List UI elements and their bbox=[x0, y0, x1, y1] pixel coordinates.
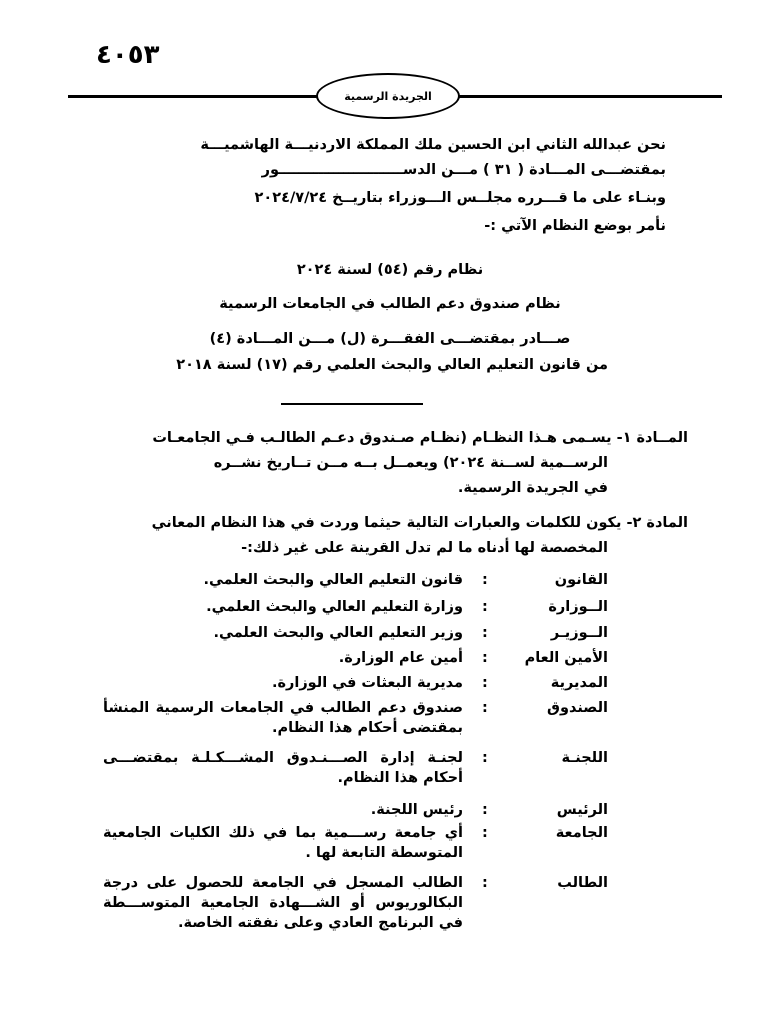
article-2-line: المادة ٢- يكون للكلمات والعبارات التالية حيثما وردت في هذا النظام المعاني bbox=[151, 515, 688, 531]
separator-rule bbox=[281, 403, 423, 405]
definition-colon: : bbox=[482, 572, 488, 588]
definition-term: الــوزيـر bbox=[550, 625, 608, 641]
preamble-line: بمقتضـــى المـــادة ( ٣١ ) مـــن الدســـــــــــــــــــــــــور bbox=[261, 162, 666, 178]
preamble-line: وبنـاء على ما قـــرره مجلــس الـــوزراء بتاريــخ ٢٠٢٤/٧/٢٤ bbox=[254, 190, 666, 206]
definition-term: اللجنـة bbox=[561, 750, 608, 766]
definition-colon: : bbox=[482, 802, 488, 818]
regulation-number: نظام رقم (٥٤) لسنة ٢٠٢٤ bbox=[296, 262, 484, 278]
definition-text: وزارة التعليم العالي والبحث العلمي. bbox=[206, 599, 463, 615]
regulation-issued-line: من قانون التعليم العالي والبحث العلمي رقم (١٧) لسنة ٢٠١٨ bbox=[176, 357, 608, 373]
regulation-issued-line: صـــادر بمقتضـــى الفقـــرة (ل) مـــن المـــادة (٤) bbox=[209, 331, 571, 347]
preamble-line: نأمر بوضع النظام الآتي :- bbox=[484, 218, 666, 234]
definition-term: القانون bbox=[554, 572, 608, 588]
article-1-line: المــادة ١- يسـمى هـذا النظـام (نظـام صـندوق دعـم الطالـب فـي الجامعـات bbox=[152, 430, 688, 446]
definition-text-wrapped: لجنـة إدارة الصـــنـدوق المشـــكـلـة بمقتضـــى أحكام هذا النظام. bbox=[103, 750, 463, 786]
definition-colon: : bbox=[482, 675, 488, 691]
definition-term: الــوزارة bbox=[548, 599, 608, 615]
definition-colon: : bbox=[482, 599, 488, 615]
definition-colon: : bbox=[482, 625, 488, 641]
definition-text: وزير التعليم العالي والبحث العلمي. bbox=[213, 625, 463, 641]
definition-colon: : bbox=[482, 875, 488, 891]
definition-term: الأمين العام bbox=[524, 650, 608, 666]
gazette-oval-label: الجريدة الرسمية bbox=[316, 73, 460, 119]
definition-term: الطالب bbox=[557, 875, 608, 891]
definition-text: مديرية البعثات في الوزارة. bbox=[271, 675, 463, 691]
article-1-line: الرســمية لســنة ٢٠٢٤) ويعمــل بــه مــن تــاريخ نشــره bbox=[213, 455, 608, 471]
preamble-line: نحن عبدالله الثاني ابن الحسين ملك المملكة الاردنيـــة الهاشميـــة bbox=[200, 137, 666, 153]
definition-term: الرئيس bbox=[556, 802, 608, 818]
article-2-line: المخصصة لها أدناه ما لم تدل القرينة على غير ذلك:- bbox=[241, 540, 608, 556]
definition-term: المديرية bbox=[550, 675, 608, 691]
page-number: ٤٠٥٣ bbox=[96, 40, 160, 70]
definition-colon: : bbox=[482, 650, 488, 666]
definition-text-wrapped: أي جامعة رســـمية بما في ذلك الكليات الجامعية المتوسطة التابعة لها . bbox=[103, 825, 463, 861]
definition-term: الجامعة bbox=[555, 825, 608, 841]
definition-text-wrapped: صندوق دعم الطالب في الجامعات الرسمية المنشأ بمقتضى أحكام هذا النظام. bbox=[103, 700, 463, 736]
definition-text: رئيس اللجنة. bbox=[370, 802, 463, 818]
definition-colon: : bbox=[482, 700, 488, 716]
definition-text: قانون التعليم العالي والبحث العلمي. bbox=[203, 572, 463, 588]
definition-text-wrapped: الطالب المسجل في الجامعة للحصول على درجة البكالوريوس أو الشـــهادة الجامعية المتوســـطة في البرنامج العادي وعلى نفقته الخاصة. bbox=[103, 875, 463, 931]
regulation-title: نظام صندوق دعم الطالب في الجامعات الرسمية bbox=[219, 296, 561, 312]
definition-text: أمين عام الوزارة. bbox=[338, 650, 463, 666]
definition-colon: : bbox=[482, 825, 488, 841]
definition-colon: : bbox=[482, 750, 488, 766]
definition-term: الصندوق bbox=[547, 700, 608, 716]
article-1-line: في الجريدة الرسمية. bbox=[457, 480, 608, 496]
